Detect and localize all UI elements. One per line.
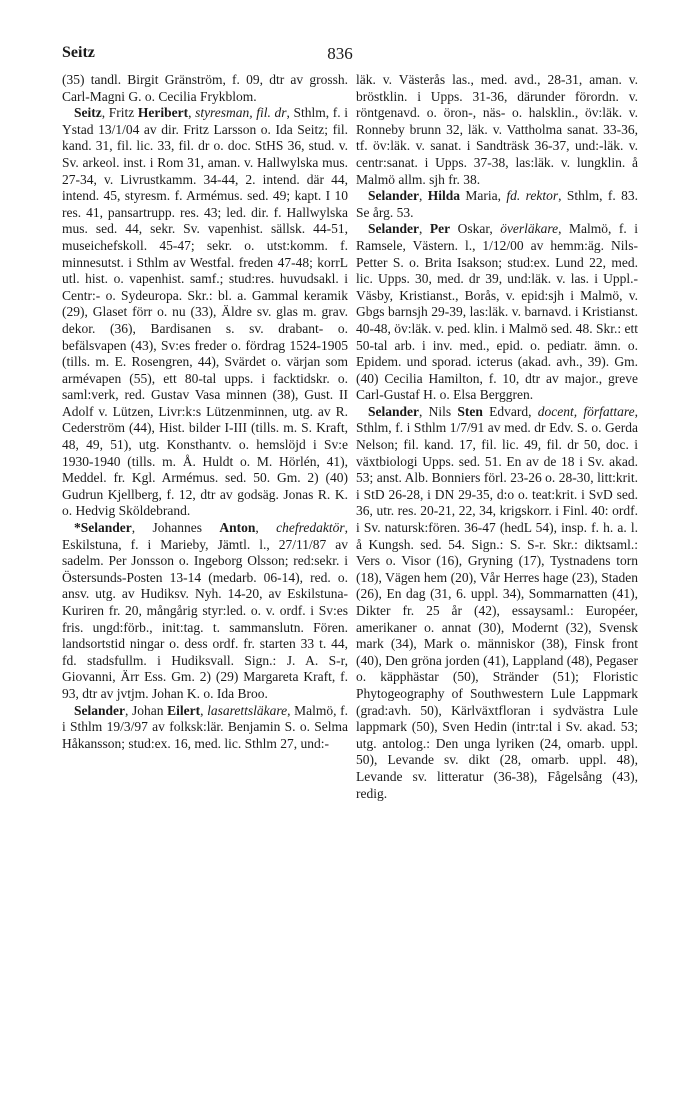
- entry-name: Hilda: [427, 188, 461, 204]
- entry-text: Oskar,: [450, 221, 501, 237]
- entry-paragraph: [62, 520, 348, 703]
- entry-name: Heribert: [137, 105, 189, 121]
- entry-text: (35) tandl. Birgit Gränström, f. 09, dtr av grossh. Carl-Magni G. o. Cecilia Frykblom.: [62, 72, 348, 104]
- page-number: 836: [327, 44, 353, 63]
- entry-name: Selander: [368, 188, 420, 204]
- entry-text: läk. v. Västerås las., med. avd., 28-31, aman. v. bröstklin. i Upps. 31-36, därunder förordn. v. röntgenavd. o. öron-, näs- o. halsklin., öv:läk. v. Ronneby brunn 32, läk. v. Vattholma sanat. 33-36, tf. öv:läk. v. sanat. i Sandträsk 36-37, und:-läk. v. centr:sanat. i Upps. 37-38, las:läk. v. lungklin. å Malmö allm. sjh fr. 38.: [356, 72, 638, 187]
- entry-title: fd. rektor: [506, 188, 559, 204]
- entry-text: , Johannes: [131, 520, 220, 536]
- entry-title: chefredaktör: [276, 520, 345, 536]
- entry-paragraph: [62, 105, 348, 520]
- entry-text: ,: [419, 188, 428, 204]
- left-column: [62, 72, 348, 752]
- entry-text: , Nils: [419, 403, 458, 419]
- entry-name: Selander: [368, 221, 420, 237]
- entry-paragraph: [62, 703, 348, 753]
- entry-text: ,: [188, 105, 196, 121]
- entry-title: docent, författare: [537, 403, 635, 419]
- entry-title: lasarettsläkare: [207, 702, 288, 718]
- entry-text: , Malmö, f. i Sthlm 19/3/97 av folksk:lär. Benjamin S. o. Selma Håkansson; stud:ex. 16, med. lic. Sthlm 27, und:-: [62, 702, 349, 751]
- entry-text: , Fritz: [101, 105, 138, 121]
- entry-text: , Malmö, f. i Ramsele, Västern. l., 1/12/00 av hemm:äg. Nils-Petter S. o. Brita Isakson; stud:ex. Lund 22, med. lic. Upps. 30, med. dr 39, und:läk. v. las. i Uppl.-Väsby, Kristianst., Borås, v. epid:sjh i Malmö, v. Gbgs barnsjh 29-39, las:läk. v. barnavd. i Kristianst. 40-48, öv:läk. v. ped. klin. i Malmö sed. 48. Skr.: ett 50-tal arb. i inv. med., epid. o. pediatr. ämn. o. Epidem. und sporad. icterus (akad. avh., 39). Gm. (40) Cecilia Hamilton, f. 10, dtr av major., greve Carl-Gustaf H. o. Elsa Berggren.: [356, 221, 639, 403]
- entry-name: Seitz: [74, 105, 102, 121]
- entry-title: styresman, fil. dr: [195, 105, 287, 121]
- entry-text: ,: [419, 221, 430, 237]
- entry-paragraph: [356, 221, 638, 404]
- running-head: Seitz: [62, 44, 95, 61]
- entry-text: Edvard,: [482, 403, 538, 419]
- entry-name: Per: [429, 221, 451, 237]
- entry-name: Selander: [368, 403, 420, 419]
- right-column: [356, 72, 638, 802]
- entry-paragraph: [356, 188, 638, 221]
- entry-text: , Eskilstuna, f. i Marieby, Jämtl. l., 27/11/87 av sadelm. Per Jonsson o. Ingeborg Olsson; red:sekr. i Östersunds-Posten 13-14 (medarb. 06-14), red. o. ansv. utg. av Hudiksv. Nyh. 14-20, av Eskilstuna-Kuriren fr. 20, mångårig styr:led. o. v. ordf. i Sv:es fris. ungd:förb., init:tag. t. sammanslutn. Fören. landsortstid ningar o. dess ordf. fr. starten 33 t. 44, fd. stadsfullm. i Hudiksvall. Sign.: J. A. S-r, Giovanni, Ärr Ess. Gm. 2) (29) Margareta Kraft, f. 93, dtr av jvtjm. Johan K. o. Ida Broo.: [62, 520, 348, 701]
- entry-name: *Selander: [74, 520, 132, 536]
- entry-name: Anton: [219, 520, 256, 536]
- entry-name: Eilert: [167, 702, 201, 718]
- entry-text: , Sthlm, f. i Ystad 13/1/04 av dir. Fritz Larsson o. Ida Seitz; fil. kand. 31, fil. lic. 33, fil. dr o. doc. StHS 36, stud. v. Sv. arkeol. inst. i Rom 31, aman. v. Hallwylska mus. 27-34, v. Livrustkamm. 34-44, 2. intend. där 44, intend. 45, styresm. f. Armémus. sed. 49; kapt. I 10 res. 41, pansartrupp. res. 43; led. dir. f. Hallwylska mus. sed. 44, sekr. Sv. vapenhist. sällsk. 44-51, museichefskoll. 45-47; sekr. o. utst:komm. f. minnesutst. i Sthlm av Westfal. freden 47-48; korrL utl. hist. o. vapenhist. samf.; stud:res. huvudsakl. i Centr:- o. Sydeuropa. Skr.: bl. a. Gammal keramik (29), Glaset förr o. nu (33), Äldre sv. glas m. grav. dekor. (36), Bardisanen s. sv. drabant- o. befälsvapen (43), Sv:es freder o. fördrag 1524-1905 (tills. m. E. Rosengren, 44), Svärdet o. värjan som armévapen (55), ett 80-tal upps. i facktidskr. o. saml:verk, red. Gustav Vasa minnen (38), Gust. II Adolf v. Lützen, Livr:k:s Lützenminnen, utg. av R. Cederström (44), Hist. bilder I-III (tills. m. S. Kraft, 48, 49, 51), utg. Konsthantv. o. hemslöjd i Sv:e 1930-1940 (tills. m. Å. Huldt o. M. Hörlén, 41), Meddel. fr. Kgl. Armémus. sed. 50. Gm. 2) (40) Gudrun Kjellberg, f. 12, dtr av godsäg. Jonas R. K. o. Hedvig Sköldebrand.: [62, 105, 348, 519]
- entry-text: , Johan: [125, 702, 168, 718]
- entry-paragraph: [62, 72, 348, 105]
- entry-paragraph: [356, 72, 638, 188]
- entry-title: överläkare: [500, 221, 559, 237]
- entry-text: , Sthlm, f. i Sthlm 1/7/91 av med. dr Edv. S. o. Gerda Nelson; fil. kand. 17, fil. lic. 49, fil. dr 50, doc. i växtbiologi Upps. sed. 51. En av de 18 i Sv. akad. 53; anst. Alb. Bonniers förl. 23-26 o. 28-30, litt:krit. i StD 26-28, i DN 29-35, d:o o. teat:krit. i SvD sed. 36, utr. res. 20-21, 22, 34, krigskorr. i Finl. 40: ordf. i Sv. natursk:fören. 36-47 (hedL 54), insp. f. h. a. l. å Kungsh. sed. 54. Sign.: S. S-r. Skr.: diktsaml.: Vers o. Visor (16), Gryning (17), Tystnadens torn (18), Vägen hem (20), Vår Herres hage (23), Staden (26), En dag (31, 6. uppl. 34), Sommarnatten (41), Dikter fr. 25 år (42), essaysaml.: Européer, amerikaner o. annat (30), Modernt (32), Svensk mark (34), Mark o. människor (38), Finsk front (40), Den gröna jorden (41), Lappland (48), Pegaser o. käpphästar (50), Stränder (51); Floristic Phytogeography of Southwestern Lule Lappmark (grad:avh. 50), Kärlväxtfloran i sydvästra Lule lappmark (50), Sven Hedin (intr:tal i Sv. akad. 53; utg. antolog.: Den unga lyriken (24, omarb. uppl. 50), Levande sv. dikt (28, omarb. uppl. 48), Levande sv. litteratur (36-38), Fågelsång (43), redig.: [356, 403, 638, 801]
- entry-text: , Sthlm, f. 83. Se årg. 53.: [356, 188, 639, 220]
- entry-text: ,: [200, 702, 208, 718]
- page-header: [0, 44, 680, 68]
- entry-text: Maria,: [460, 188, 507, 204]
- entry-name: Selander: [74, 702, 126, 718]
- entry-paragraph: [356, 404, 638, 802]
- entry-name: Sten: [457, 403, 483, 419]
- entry-text: ,: [255, 520, 277, 536]
